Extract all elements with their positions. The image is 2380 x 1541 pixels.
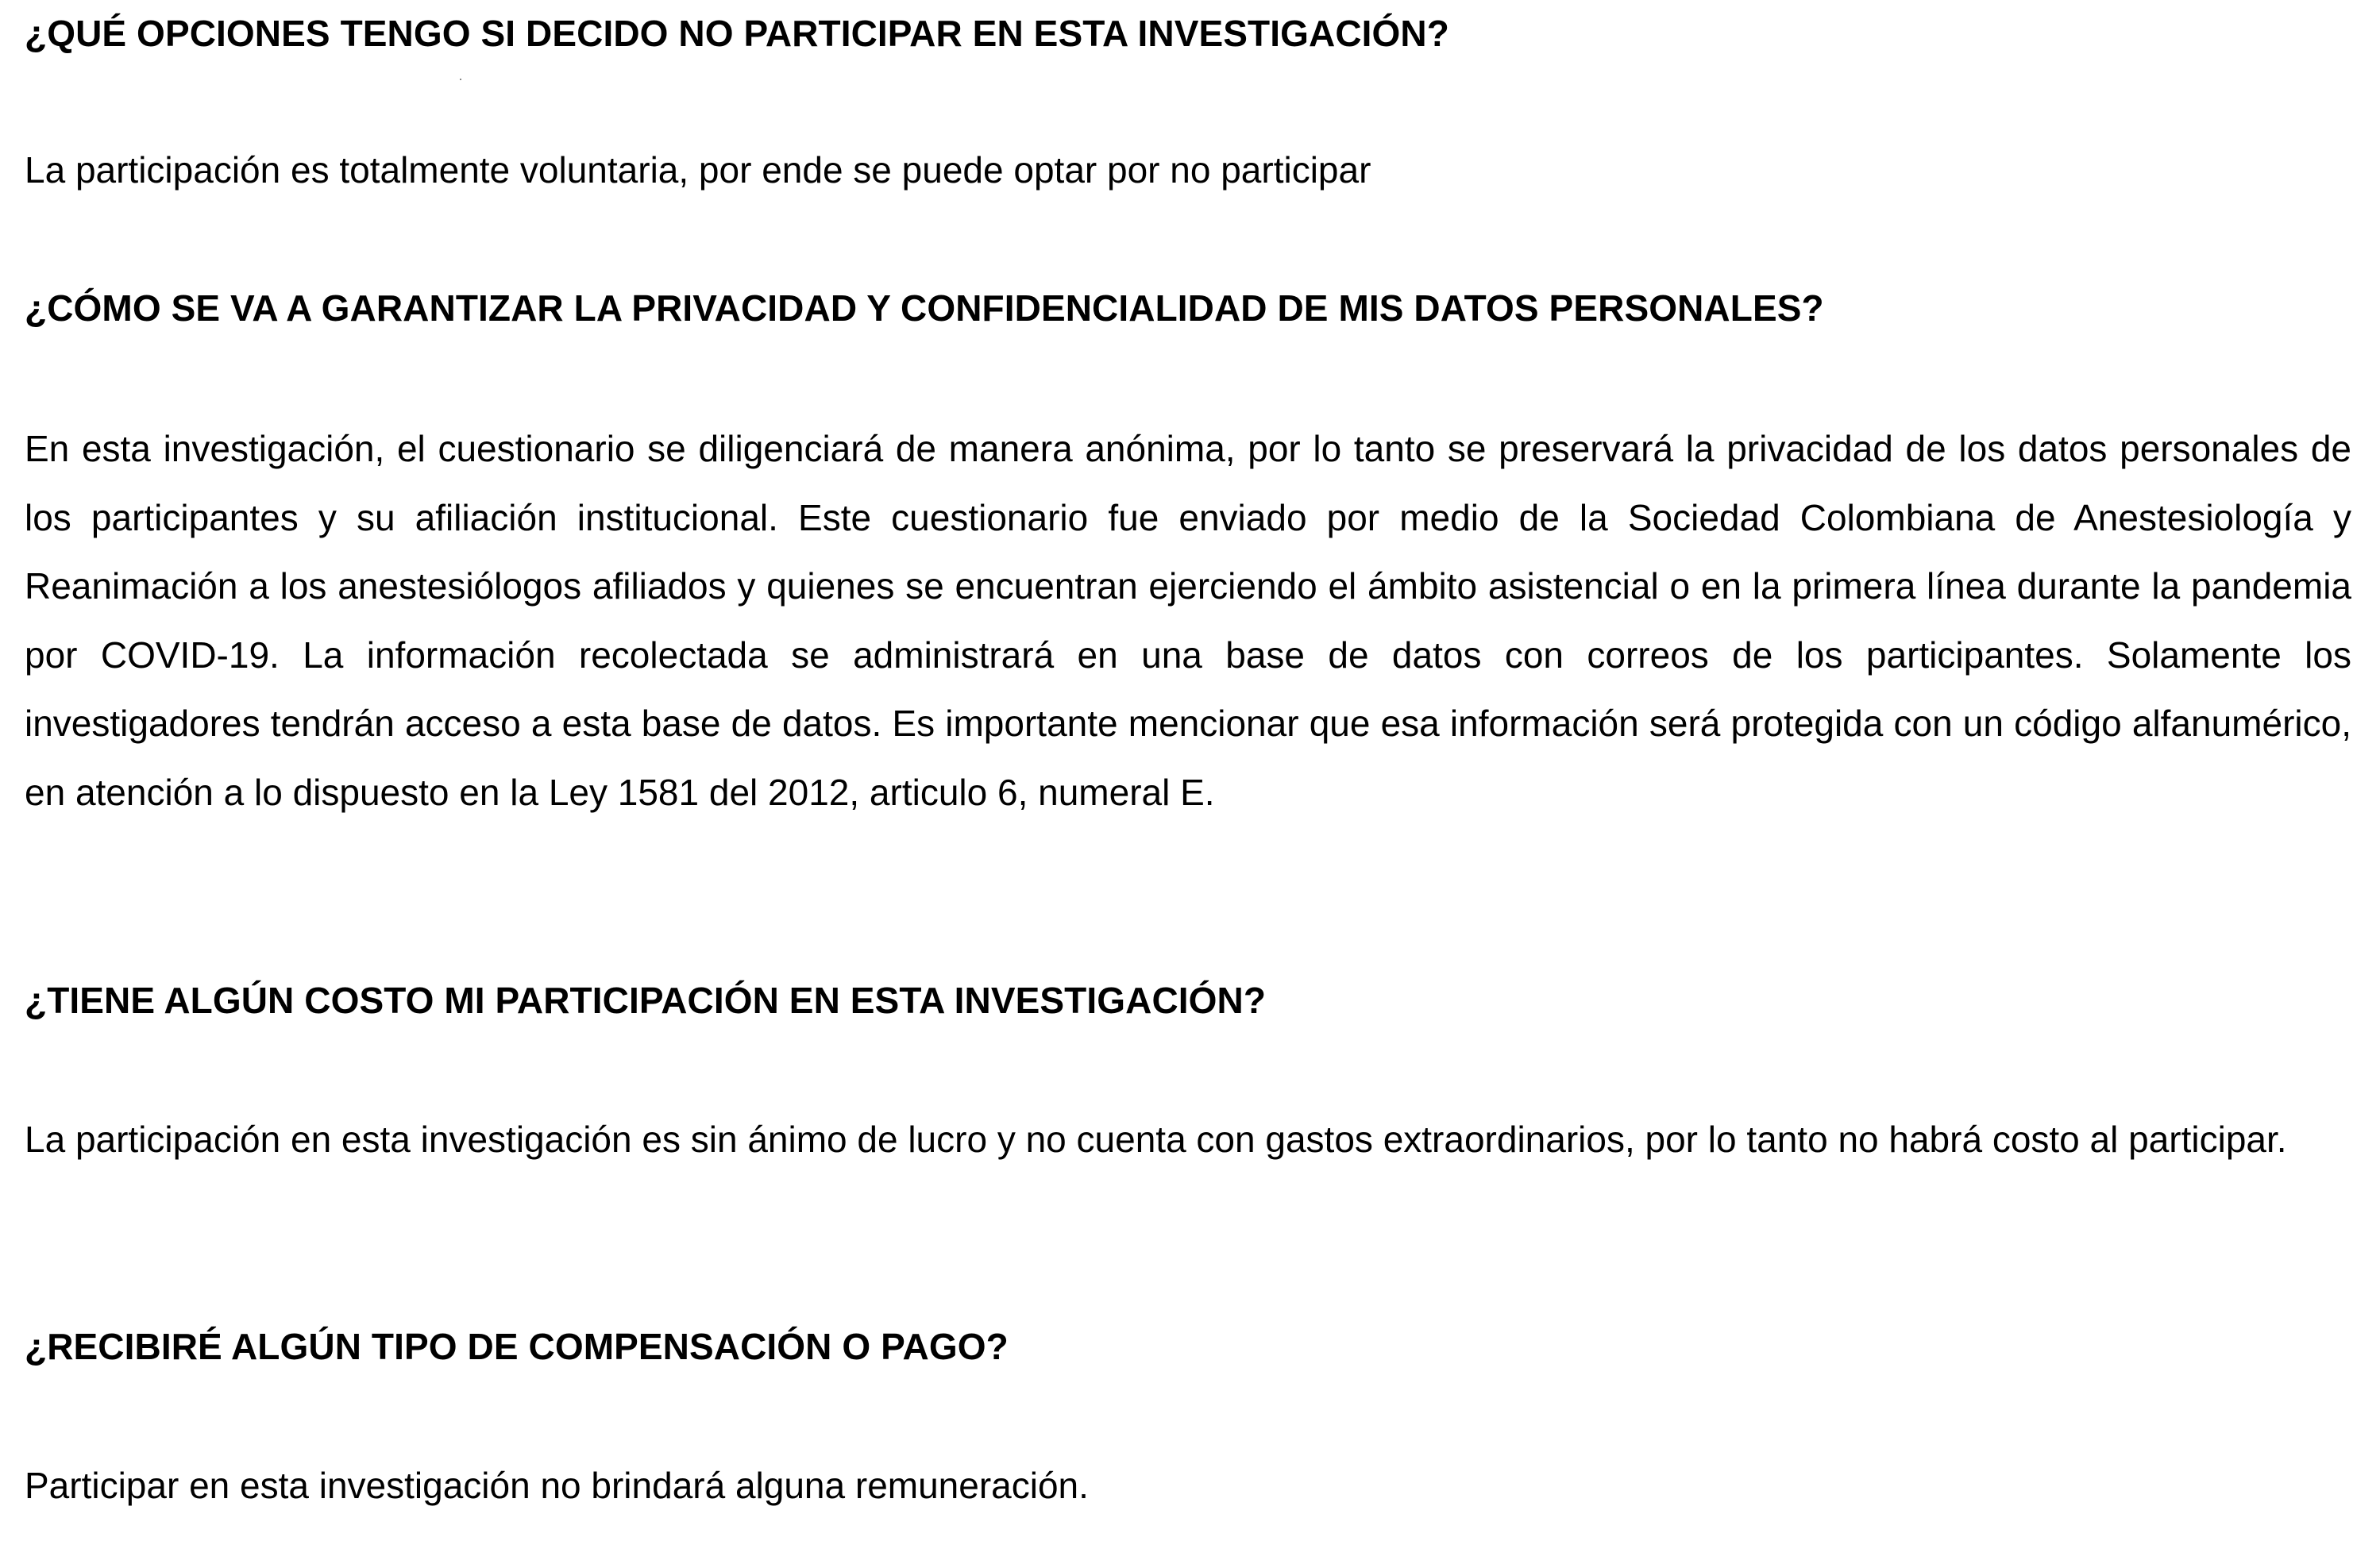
section-body: La participación en esta investigación es sin ánimo de lucro y no cuenta con gastos extraordinarios, por lo tanto no habrá costo al participar. [25, 1119, 2287, 1160]
section-body: Participar en esta investigación no brindará alguna remuneración. [25, 1465, 1089, 1506]
section-body: La participación es totalmente voluntaria, por ende se puede optar por no participar [25, 149, 1371, 191]
stray-mark [460, 79, 461, 80]
section-heading: ¿RECIBIRÉ ALGÚN TIPO DE COMPENSACIÓN O PAGO? [25, 1326, 1009, 1367]
section-heading: ¿CÓMO SE VA A GARANTIZAR LA PRIVACIDAD Y CONFIDENCIALIDAD DE MIS DATOS PERSONALES? [25, 287, 1824, 329]
section-heading: ¿TIENE ALGÚN COSTO MI PARTICIPACIÓN EN ESTA INVESTIGACIÓN? [25, 980, 1267, 1021]
section-body: En esta investigación, el cuestionario se diligenciará de manera anónima, por lo tanto se preservará la privacidad de los datos personales de los participantes y su afiliación institucional. Este cuestionario fue enviado por medio de la Sociedad Colombiana de Anestesiología y Reanimación a los anestesiólogos afiliados y quienes se encuentran ejerciendo el ámbito asistencial o en la primera línea durante la pandemia por COVID-19. La información recolectada se administrará en una base de datos con correos de los participantes. Solamente los investigadores tendrán acceso a esta base de datos. Es importante mencionar que esa información será protegida con un código alfanumérico, en atención a lo dispuesto en la Ley 1581 del 2012, articulo 6, numeral E. [25, 428, 2351, 813]
section-heading: ¿QUÉ OPCIONES TENGO SI DECIDO NO PARTICIPAR EN ESTA INVESTIGACIÓN? [25, 13, 1449, 54]
